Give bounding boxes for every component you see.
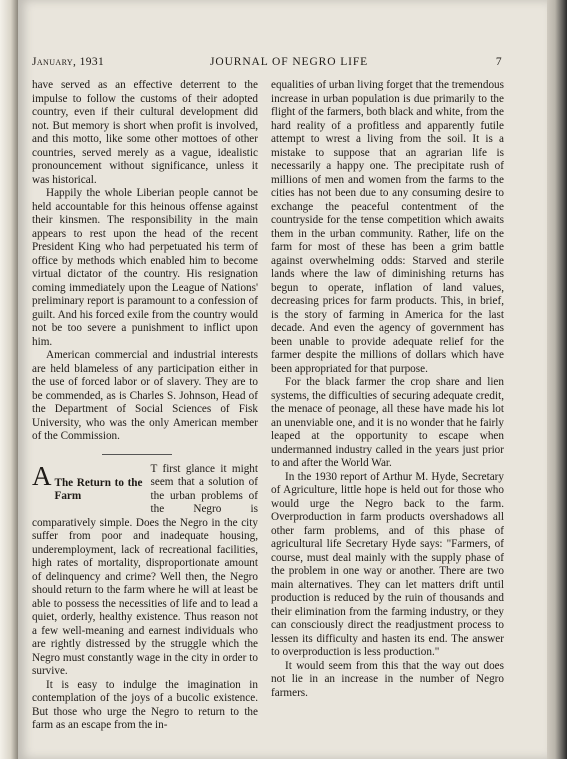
page-edge bbox=[547, 0, 567, 759]
book-spine bbox=[0, 0, 18, 759]
paragraph: Happily the whole Liberian people cannot be held accountable for this heinous offense against their kinsmen. The responsibility in the main appears to rest upon the head of the recent President King who had perpetuated his term of office by methods which enabled him to become virtual dictator of the country. His resignation coming immediately upon the League of Nations' preliminary report is paramount to a confession of guilt. And his forced exile from the country would not be too severe a punishment to inflict upon him. bbox=[32, 187, 258, 348]
paragraph: It is easy to indulge the imagination in contemplation of the joys of a bucolic existence. But those who urge the Negro to return to the farm as an escape from the in- bbox=[32, 678, 258, 731]
drop-cap: A bbox=[32, 460, 52, 491]
paragraph: In the 1930 report of Arthur M. Hyde, Secretary of Agriculture, little hope is held out for those who would urge the Negro back to the farm. Overproduction in farm products overshadows all other farm problems, and of this phase of agricultural life Secretary Hyde says: "Farmers, of course, must deal mainly with the supply phase of the problem in one way or another. There are two main alternatives. They can let matters drift until production is reduced by the ruin of thousands and their elimination from the farming industry, or they can consciously direct the readjustment process to lessen its difficulty and hasten its end. The answer to overproduction is less production." bbox=[271, 470, 504, 658]
page-number: 7 bbox=[495, 56, 502, 68]
paragraph: have served as an effective deterrent to the impulse to follow the customs of their adopted country, even if their cultural development did not. But memory is short when profit is involved, and this motto, like some other mottoes of other countries, served merely as a vague, idealistic pronouncement without significance, unless it was historical. bbox=[32, 79, 258, 186]
issue-date: January, 1931 bbox=[32, 56, 105, 68]
paragraph: It would seem from this that the way out does not lie in an increase in the number of Negro farmers. bbox=[271, 659, 504, 699]
right-column bbox=[271, 79, 504, 700]
journal-title: JOURNAL OF NEGRO LIFE bbox=[210, 56, 369, 68]
journal-page bbox=[18, 0, 547, 759]
section-divider bbox=[102, 454, 172, 455]
paragraph: equalities of urban living forget that the tremendous increase in urban population is due primarily to the flight of the farmers, both black and white, from the hard reality of a profitless and apparently futile attempt to wrest a living from the soil. It is a mistake to suppose that an agrarian life is necessarily a happy one. The precipitate rush of millions of men and women from the farms to the cities has not been due to any consuming desire to exchange the peaceful contentment of the countryside for the tense competition which awaits them in the urban community. Rather, life on the farm for most of these has been a grim battle against overwhelming odds: Starved and sterile lands where the law of diminishing returns has begun to operate, inflation of land values, decreasing prices for farm products. This, in brief, is the story of farming in America for the last decade. And even the agency of government has been unable to provide adequate relief for the farmer despite the millions of dollars which have been appropriated for that purpose. bbox=[271, 79, 504, 375]
paragraph bbox=[32, 460, 258, 679]
paragraph: For the black farmer the crop share and lien systems, the difficulties of securing adequate credit, the menace of peonage, all these have made his lot an unenviable one, and it is no wonder that he fairly leaped at the opportunity to escape when undermanned industry called in the years just prior to and after the World War. bbox=[271, 376, 504, 469]
side-heading: The Return to the Farm bbox=[54, 476, 143, 502]
paragraph-text: T first glance it might seem that a solution of the urban problems of the Negro is comparatively simple. Does the Negro in the city suffer from poor and inadequate housing, underemployment, lack of recreational facilities, high rates of mortality, disproportionate amount of delinquency and crime? Well then, the Negro should return to the farm where he will at least be able to possess the necessities of life and to lead a quiet, orderly, healthy existence. Thus reason not a few well-meaning and earnest individuals who are rightly distressed by the struggle which the Negro must constantly wage in the city in order to survive. bbox=[32, 462, 258, 677]
running-header bbox=[32, 56, 502, 70]
paragraph: American commercial and industrial interests are held blameless of any participation either in the use of forced labor or of slavery. They are to be commended, as is Charles S. Johnson, Head of the Department of Social Sciences of Fisk University, who was the only American member of the Commission. bbox=[32, 349, 258, 442]
left-column bbox=[32, 79, 258, 733]
